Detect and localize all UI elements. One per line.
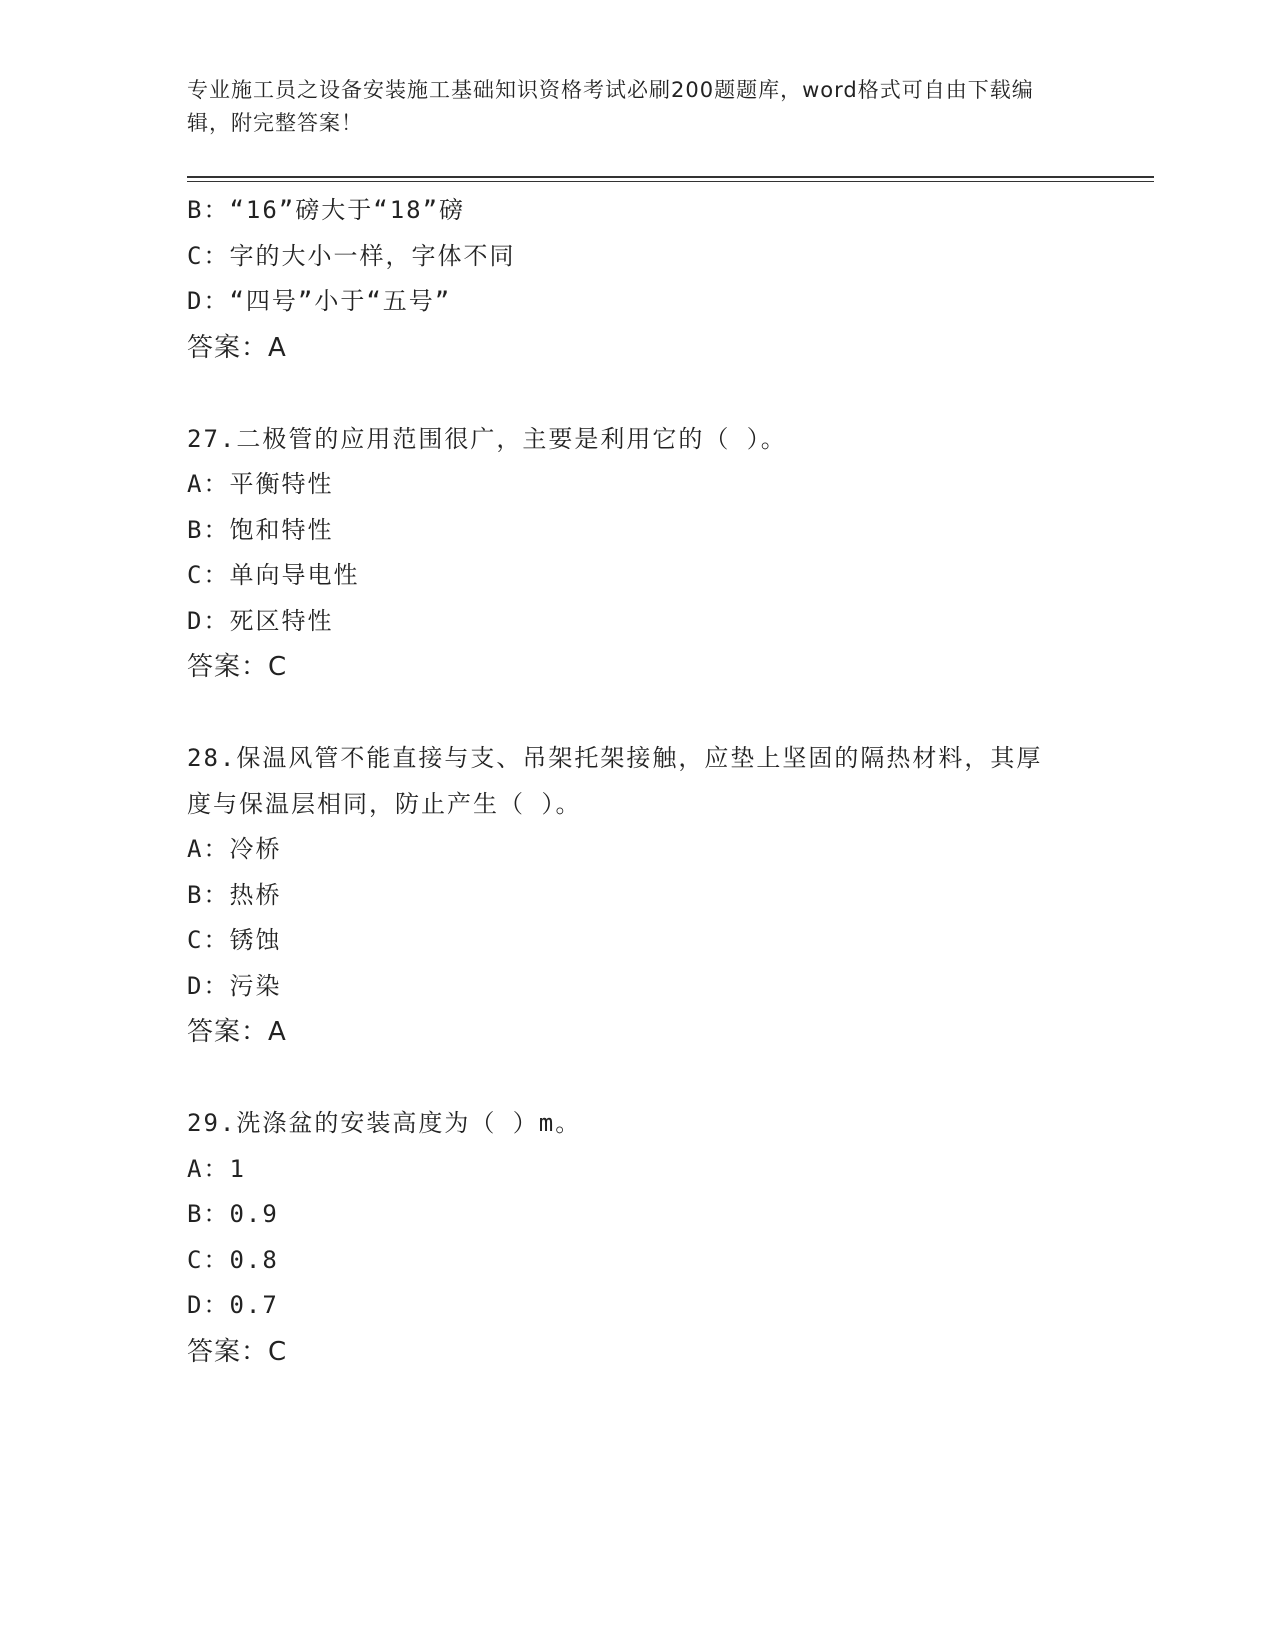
question-text: 28.保温风管不能直接与支、吊架托架接触，应垫上坚固的隔热材料，其厚度与保温层相同，防止产生（ ）。 bbox=[187, 744, 1043, 818]
option-c: C：字的大小一样，字体不同 bbox=[187, 241, 516, 270]
question-list bbox=[187, 188, 1154, 1375]
header-divider-thick bbox=[187, 176, 1154, 178]
spacer bbox=[187, 690, 1154, 736]
option-a: A：平衡特性 bbox=[187, 470, 334, 498]
option-a: A：冷桥 bbox=[187, 835, 282, 863]
option-b: B：0.9 bbox=[187, 1200, 279, 1228]
header-divider-thin bbox=[187, 181, 1154, 182]
option-b: B：“16”磅大于“18”磅 bbox=[187, 196, 466, 224]
answer-line: 答案：A bbox=[187, 332, 287, 363]
answer-line: 答案：C bbox=[187, 652, 288, 682]
option-d: D：“四号”小于“五号” bbox=[187, 287, 452, 315]
option-d: D：死区特性 bbox=[187, 606, 334, 635]
option-c: C：锈蚀 bbox=[187, 926, 282, 954]
option-c: C：单向导电性 bbox=[187, 561, 360, 589]
question-28 bbox=[187, 736, 1154, 1055]
question-29 bbox=[187, 1101, 1154, 1375]
question-text: 29.洗涤盆的安装高度为（ ）m。 bbox=[187, 1109, 582, 1137]
option-a: A：1 bbox=[187, 1154, 246, 1183]
spacer bbox=[187, 1055, 1154, 1101]
option-b: B：热桥 bbox=[187, 880, 282, 909]
answer-line: 答案：C bbox=[187, 1336, 288, 1367]
option-d: D：0.7 bbox=[187, 1291, 279, 1319]
question-26-continuation bbox=[187, 188, 1154, 371]
question-text: 27.二极管的应用范围很广，主要是利用它的（ ）。 bbox=[187, 424, 787, 453]
option-b: B：饱和特性 bbox=[187, 515, 334, 544]
spacer bbox=[187, 371, 1154, 417]
document-title: 专业施工员之设备安装施工基础知识资格考试必刷200题题库，word格式可自由下载编辑，附完整答案！ bbox=[187, 78, 1034, 135]
option-d: D：污染 bbox=[187, 971, 282, 1000]
option-c: C：0.8 bbox=[187, 1245, 279, 1274]
answer-line: 答案：A bbox=[187, 1017, 287, 1047]
question-27 bbox=[187, 417, 1154, 691]
